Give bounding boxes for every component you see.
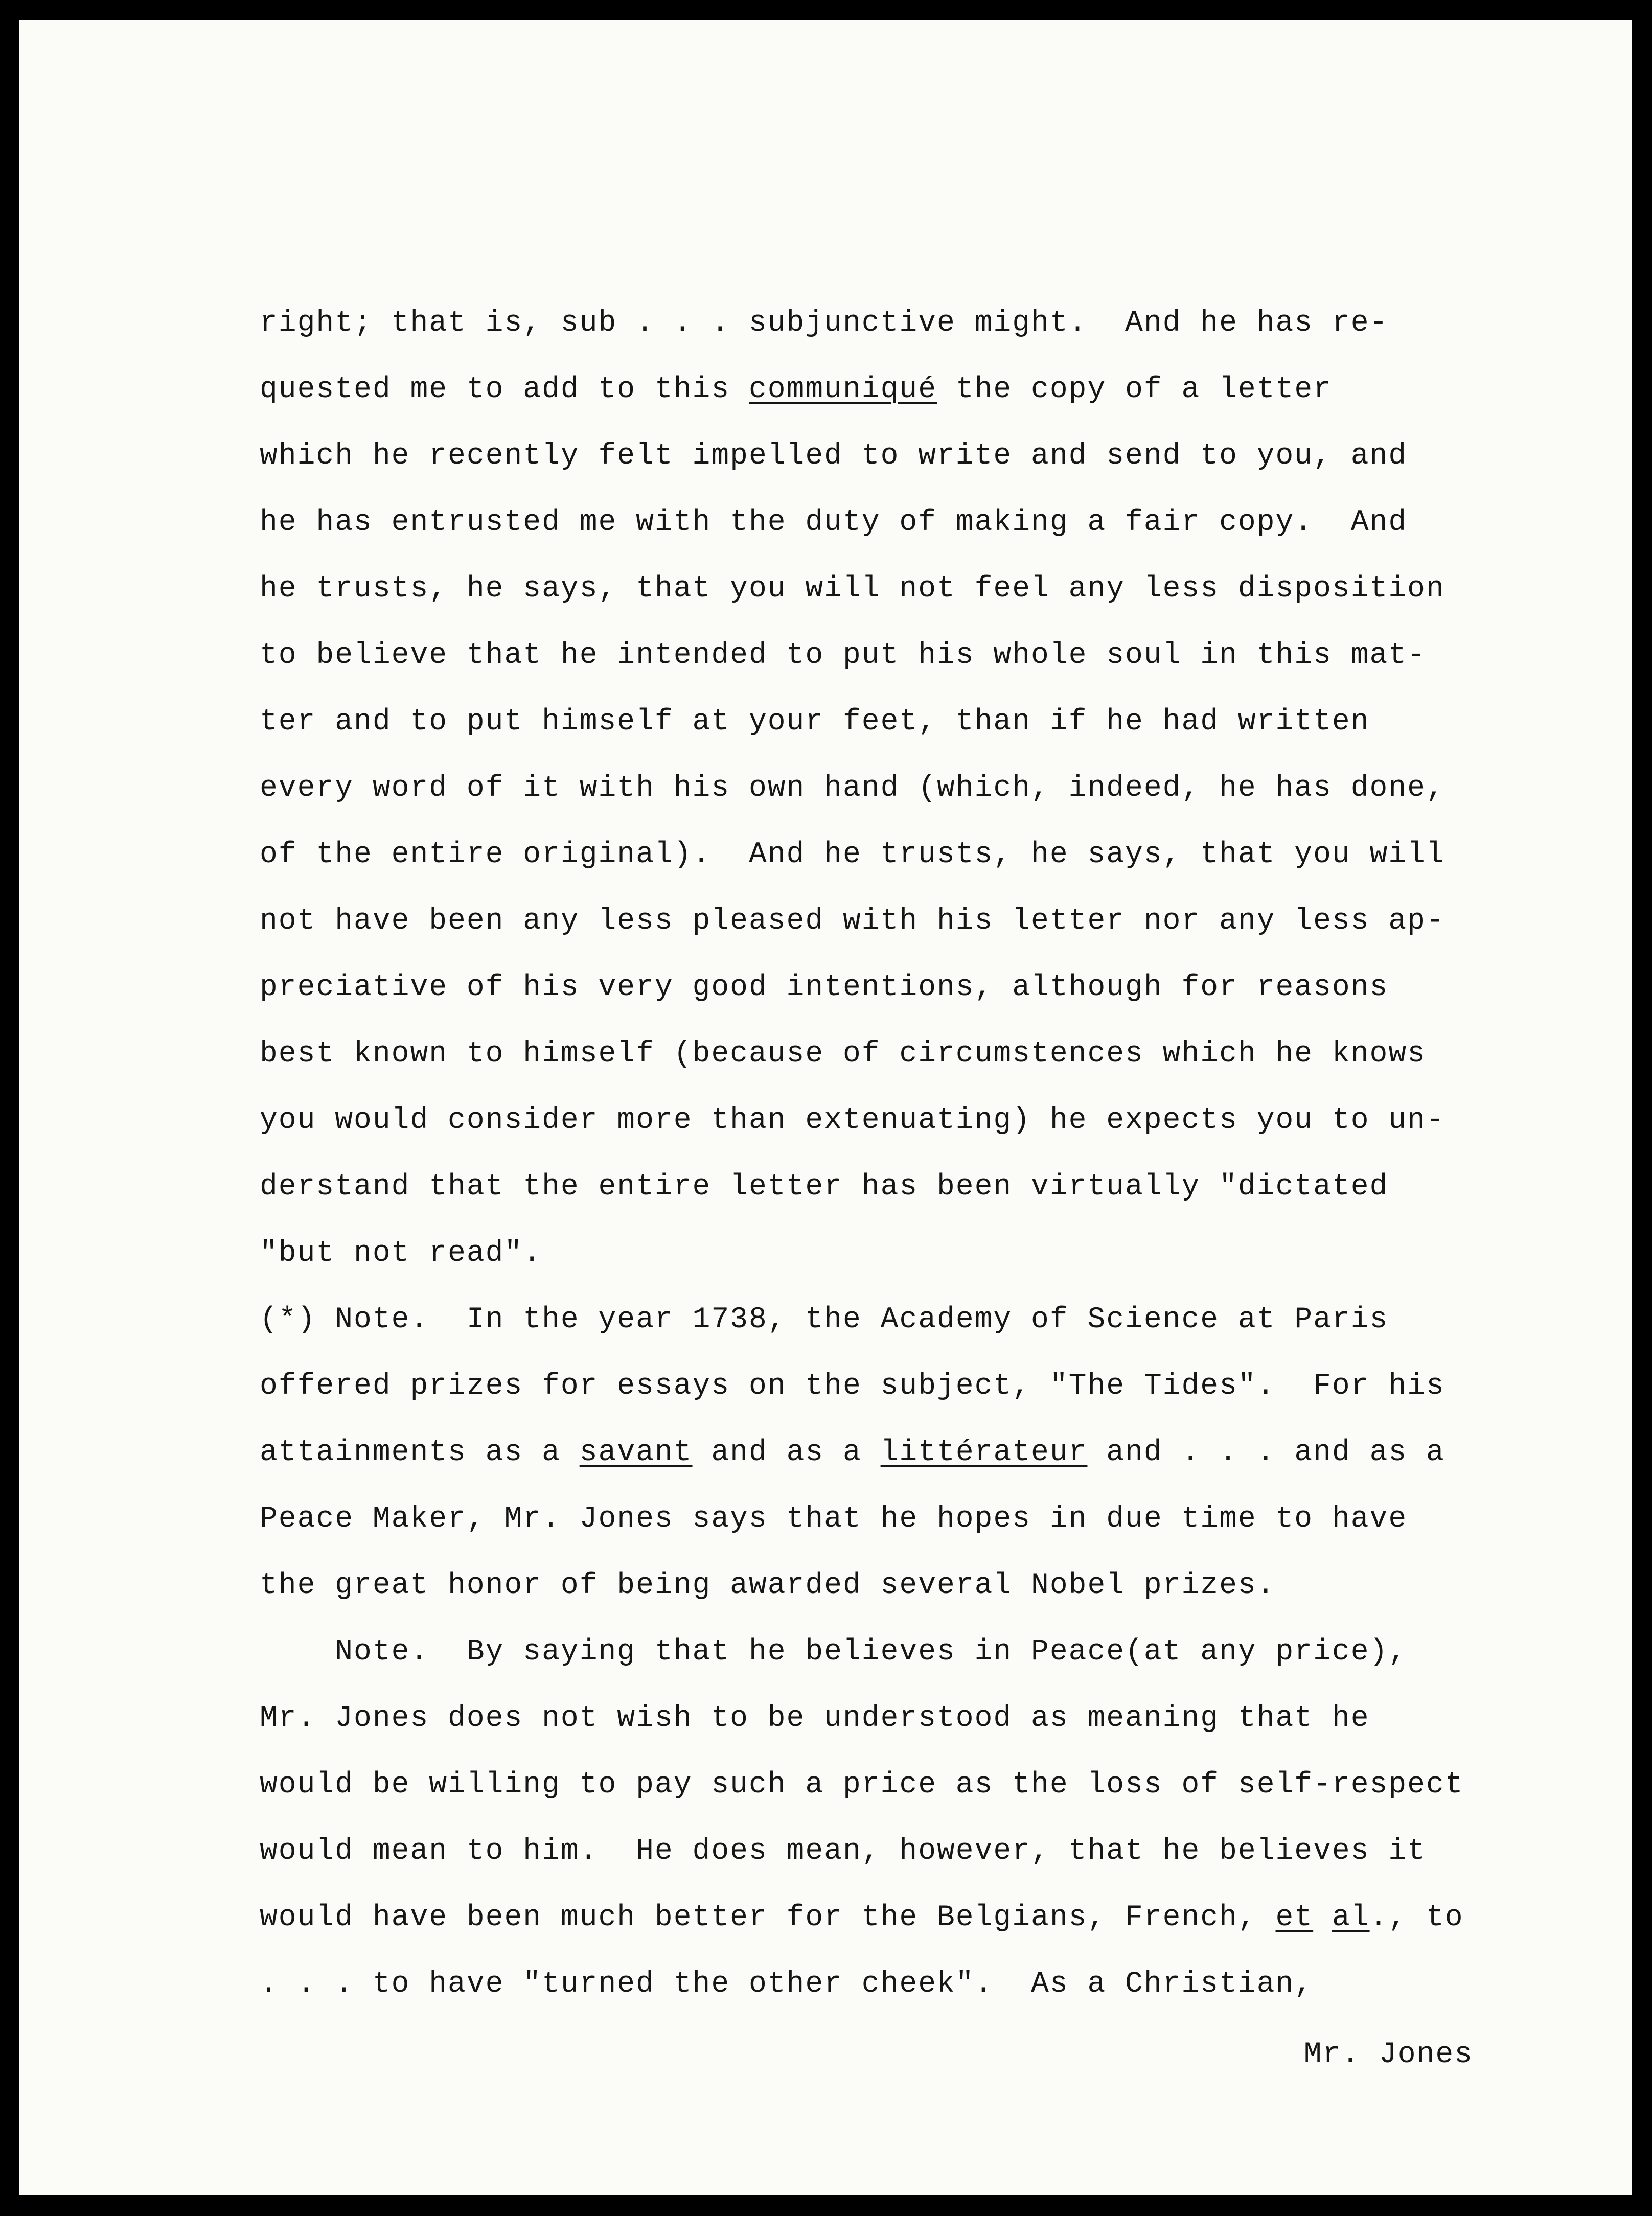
typewritten-page <box>19 20 1632 2195</box>
text-span: ., to <box>1369 1901 1464 1934</box>
text-span: . . . to have "turned the other cheek". As a Christian, <box>260 1968 1314 2001</box>
text-span: Note. By saying that he believes in Peace(at any price), <box>260 1635 1408 1669</box>
page-signature: Mr. Jones <box>1303 2038 1473 2071</box>
text-span: the great honor of being awarded several Nobel prizes. <box>260 1569 1276 1602</box>
text-line <box>260 1569 1276 1602</box>
text-line <box>260 705 1370 738</box>
text-line <box>260 572 1445 606</box>
text-span: the copy of a letter <box>937 373 1332 406</box>
text-span: would be willing to pay such a price as the loss of self-respect <box>260 1768 1464 1802</box>
text-line <box>260 307 1388 340</box>
text-line <box>260 971 1388 1004</box>
text-line <box>260 1037 1426 1071</box>
text-line <box>260 1436 1445 1469</box>
text-line <box>260 440 1407 473</box>
text-span: Peace Maker, Mr. Jones says that he hopes in due time to have <box>260 1503 1408 1536</box>
text-span: right; that is, sub . . . subjunctive might. And he has re- <box>260 307 1389 340</box>
text-line <box>260 506 1407 539</box>
underlined-word: savant <box>579 1436 693 1469</box>
text-span: quested me to add to this <box>260 373 749 406</box>
text-span: of the entire original). And he trusts, he says, that you will <box>260 838 1445 871</box>
text-span: ter and to put himself at your feet, than if he had written <box>260 705 1370 738</box>
text-span: every word of it with his own hand (which, indeed, he has done, <box>260 772 1445 805</box>
text-span: preciative of his very good intentions, although for reasons <box>260 971 1389 1004</box>
text-line <box>260 1968 1313 2001</box>
text-line <box>260 639 1426 672</box>
text-span: and as a <box>692 1436 881 1469</box>
text-span: he has entrusted me with the duty of making a fair copy. And <box>260 506 1408 539</box>
text-span: "but not read". <box>260 1237 542 1270</box>
text-line <box>260 1901 1464 1934</box>
text-span: which he recently felt impelled to write and send to you, and <box>260 440 1408 473</box>
underlined-word: et <box>1275 1901 1314 1934</box>
text-line <box>260 1835 1426 1868</box>
text-span: Note. In the year 1738, the Academy of Science at Paris <box>316 1303 1389 1336</box>
text-line <box>260 1370 1445 1403</box>
text-line <box>260 838 1445 871</box>
text-line <box>260 1237 542 1270</box>
text-line <box>260 772 1445 805</box>
text-span: would have been much better for the Belgians, French, <box>260 1901 1276 1934</box>
text-line <box>260 1635 1407 1669</box>
text-span <box>1313 1901 1332 1934</box>
text-span: to believe that he intended to put his whole soul in this mat- <box>260 639 1426 672</box>
text-line <box>260 1768 1464 1802</box>
footnote-marker: (*) <box>260 1303 316 1336</box>
text-span: best known to himself (because of circumstences which he knows <box>260 1037 1426 1071</box>
underlined-word: littérateur <box>880 1436 1088 1469</box>
text-line <box>260 1303 1388 1336</box>
text-span: not have been any less pleased with his letter nor any less ap- <box>260 905 1445 938</box>
text-line <box>260 1503 1407 1536</box>
underlined-word: communiqué <box>748 373 937 406</box>
text-span: and . . . and as a <box>1087 1436 1445 1469</box>
text-span: would mean to him. He does mean, however, that he believes it <box>260 1835 1426 1868</box>
text-line <box>260 1104 1445 1137</box>
text-span: he trusts, he says, that you will not feel any less disposition <box>260 572 1445 606</box>
text-span: attainments as a <box>260 1436 580 1469</box>
text-span: derstand that the entire letter has been virtually "dictated <box>260 1170 1389 1204</box>
text-line <box>260 1702 1370 1735</box>
text-span: offered prizes for essays on the subject, "The Tides". For his <box>260 1370 1445 1403</box>
underlined-word: al <box>1332 1901 1370 1934</box>
text-line <box>260 1170 1388 1204</box>
text-line <box>260 905 1445 938</box>
text-line <box>260 373 1332 406</box>
text-span: you would consider more than extenuating) he expects you to un- <box>260 1104 1445 1137</box>
text-span: Mr. Jones does not wish to be understood as meaning that he <box>260 1702 1370 1735</box>
